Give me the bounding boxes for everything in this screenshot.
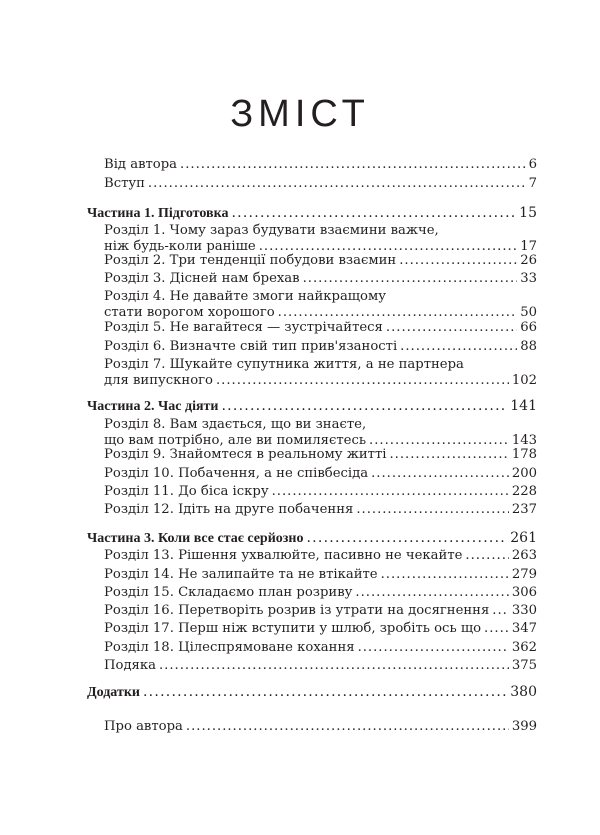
dot-leader — [399, 253, 517, 269]
toc-entry-title: Розділ 4. Не давайте змоги найкращому — [104, 289, 387, 304]
dot-leader — [303, 271, 518, 287]
toc-entry[interactable] — [0, 585, 600, 601]
dot-leader — [390, 447, 509, 463]
toc-page-number: 66 — [520, 320, 537, 335]
toc-entry[interactable] — [0, 502, 600, 518]
toc-part-entry[interactable] — [0, 398, 600, 415]
toc-page-number: 237 — [511, 502, 537, 517]
toc-entry-title: Розділ 3. Дісней нам брехав — [104, 271, 300, 286]
dot-leader — [216, 373, 509, 389]
toc-page-number: 50 — [520, 305, 537, 320]
toc-entry-title: Частина 2. Час діяти — [87, 399, 219, 414]
toc-entry-title: Подяка — [104, 658, 156, 673]
dot-leader — [278, 305, 518, 321]
dot-leader — [221, 398, 507, 414]
toc-page-number: 347 — [511, 621, 537, 636]
toc-page-number: 362 — [511, 640, 537, 655]
dot-leader — [371, 466, 509, 482]
toc-entry-title: Від автора — [104, 157, 178, 172]
dot-leader — [400, 339, 517, 355]
toc-entry[interactable] — [0, 417, 600, 449]
dot-leader — [231, 205, 516, 221]
toc-entry[interactable] — [0, 621, 600, 637]
toc-entry[interactable] — [0, 719, 600, 735]
toc-page-number: 279 — [511, 567, 537, 582]
dot-leader — [143, 684, 507, 700]
toc-page-number: 380 — [510, 684, 537, 700]
toc-entry[interactable] — [0, 447, 600, 463]
dot-leader — [306, 530, 507, 546]
toc-entry-title: Розділ 13. Рішення ухвалюйте, пасивно не чекайте — [104, 548, 463, 563]
toc-page-number: 261 — [510, 530, 537, 546]
toc-entry-title: для випускного — [104, 373, 213, 388]
toc-page-number: 17 — [520, 239, 537, 254]
toc-page-number: 7 — [528, 176, 537, 191]
toc-entry-title: Розділ 7. Шукайте супутника життя, а не партнера — [104, 357, 464, 372]
toc-page-number: 399 — [511, 719, 537, 734]
toc-entry-title: Вступ — [104, 176, 145, 191]
toc-entry[interactable] — [0, 603, 600, 619]
toc-part-entry[interactable] — [0, 684, 600, 701]
toc-entry[interactable] — [0, 466, 600, 482]
toc-part-entry[interactable] — [0, 530, 600, 547]
dot-leader — [180, 157, 526, 173]
toc-page-number: 143 — [511, 433, 537, 448]
toc-entry-title: ніж будь-коли раніше — [104, 239, 256, 254]
toc-page-number: 88 — [520, 339, 537, 354]
dot-leader — [386, 320, 517, 336]
dot-leader — [355, 585, 508, 601]
dot-leader — [356, 502, 509, 518]
toc-entry[interactable] — [0, 484, 600, 500]
toc-entry-title: Розділ 8. Вам здається, що ви знаєте, — [104, 417, 367, 432]
toc-page-number: 228 — [511, 484, 537, 499]
toc-entry-title: Про автора — [104, 719, 183, 734]
toc-entry-title: Розділ 2. Три тенденції побудови взаємин — [104, 253, 397, 268]
dot-leader — [148, 176, 526, 192]
toc-entry[interactable] — [0, 253, 600, 269]
toc-entry[interactable] — [0, 357, 600, 389]
toc-page-number: 26 — [520, 253, 537, 268]
toc-entry[interactable] — [0, 658, 600, 674]
dot-leader — [465, 548, 508, 564]
toc-page-number: 33 — [520, 271, 537, 286]
toc-page-number: 102 — [511, 373, 537, 388]
toc-page-number: 15 — [519, 205, 537, 221]
dot-leader — [358, 640, 509, 656]
toc-page-number: 306 — [511, 585, 537, 600]
toc-part-entry[interactable] — [0, 205, 600, 222]
toc-page-number: 178 — [511, 447, 537, 462]
toc-entry-title: Розділ 9. Знайомтеся в реальному житті — [104, 447, 387, 462]
toc-entry[interactable] — [0, 289, 600, 321]
toc-page-number: 330 — [511, 603, 537, 618]
toc-page-number: 141 — [510, 398, 537, 414]
toc-entry[interactable] — [0, 567, 600, 583]
dot-leader — [492, 603, 509, 619]
dot-leader — [381, 567, 509, 583]
toc-entry-title: Розділ 14. Не залипайте та не втікайте — [104, 567, 378, 582]
toc-page-number: 6 — [528, 157, 537, 172]
page-title: ЗМІСТ — [230, 93, 370, 135]
dot-leader — [272, 484, 509, 500]
toc-entry-title: Розділ 16. Перетворіть розрив із утрати на досягнення — [104, 603, 490, 618]
dot-leader — [484, 621, 509, 637]
toc-entry-title: Розділ 10. Побачення, а не співбесіда — [104, 466, 369, 481]
toc-entry-title: Розділ 11. До біса іскру — [104, 484, 269, 499]
toc-entry[interactable] — [0, 176, 600, 192]
toc-entry-title: Розділ 12. Ідіть на друге побачення — [104, 502, 354, 517]
toc-entry-title: Частина 1. Підготовка — [87, 206, 229, 221]
dot-leader — [186, 719, 509, 735]
toc-page-number: 200 — [511, 466, 537, 481]
toc-entry-title: стати ворогом хорошого — [104, 305, 275, 320]
toc-entry-title: Розділ 1. Чому зараз будувати взаємини важче, — [104, 223, 439, 238]
toc-entry[interactable] — [0, 320, 600, 336]
toc-entry[interactable] — [0, 548, 600, 564]
toc-entry[interactable] — [0, 339, 600, 355]
toc-entry-title: Частина 3. Коли все стає серйозно — [87, 531, 304, 546]
toc-page-number: 263 — [511, 548, 537, 563]
toc-entry-title: що вам потрібно, але ви помиляєтесь — [104, 433, 367, 448]
toc-entry[interactable] — [0, 223, 600, 255]
toc-entry[interactable] — [0, 271, 600, 287]
toc-page-number: 375 — [511, 658, 537, 673]
toc-entry[interactable] — [0, 157, 600, 173]
toc-entry-title: Додатки — [87, 685, 140, 700]
toc-entry[interactable] — [0, 640, 600, 656]
toc-entry-title: Розділ 15. Складаємо план розриву — [104, 585, 353, 600]
toc-entry-title: Розділ 17. Перш ніж вступити у шлюб, зробіть ось що — [104, 621, 482, 636]
toc-entry-title: Розділ 5. Не вагайтеся — зустрічайтеся — [104, 320, 383, 335]
toc-entry-title: Розділ 6. Визначте свій тип прив'язаності — [104, 339, 398, 354]
dot-leader — [159, 658, 509, 674]
toc-entry-title: Розділ 18. Цілеспрямоване кохання — [104, 640, 355, 655]
